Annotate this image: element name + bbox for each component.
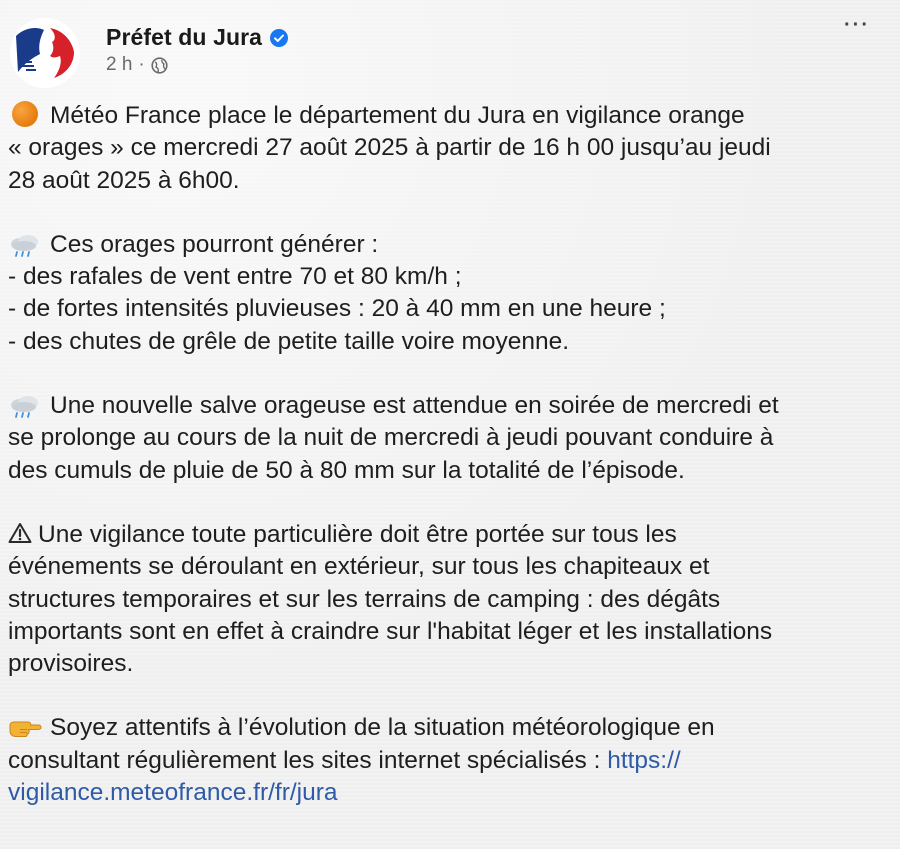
text-line: événements se déroulant en extérieur, sur tous les chapiteaux et <box>8 553 710 581</box>
cloud-with-rain-icon <box>8 232 42 258</box>
meteofrance-link[interactable]: https:// <box>607 746 681 774</box>
text-line: - des rafales de vent entre 70 et 80 km/h ; <box>8 263 462 291</box>
pointing-hand-icon <box>8 715 42 739</box>
separator-dot: · <box>138 54 145 75</box>
orange-circle-icon <box>12 101 38 127</box>
text-line: Ces orages pourront générer : <box>8 229 888 261</box>
paragraph-warning <box>8 519 888 680</box>
timestamp-row <box>106 54 288 76</box>
text-line: - de fortes intensités pluvieuses : 20 à 40 mm en une heure ; <box>8 295 666 323</box>
text-line: consultant régulièrement les sites internet spécialisés : https:// <box>8 746 681 774</box>
post-time[interactable]: 2 h <box>106 54 133 75</box>
paragraph-advice <box>8 712 888 809</box>
text-line: - des chutes de grêle de petite taille voire moyenne. <box>8 327 570 355</box>
author-name[interactable]: Préfet du Jura <box>106 24 263 50</box>
paragraph-new-wave <box>8 390 888 487</box>
paragraph-vigilance <box>8 100 888 197</box>
text-line: Météo France place le département du Jura en vigilance orange <box>8 100 888 132</box>
text-line: 28 août 2025 à 6h00. <box>8 166 240 194</box>
text-line: se prolonge au cours de la nuit de mercredi à jeudi pouvant conduire à <box>8 424 774 452</box>
author-row <box>106 24 288 51</box>
text-line: Soyez attentifs à l’évolution de la situation météorologique en <box>8 712 888 744</box>
text-line: Une vigilance toute particulière doit être portée sur tous les <box>8 519 888 551</box>
verified-badge-icon <box>270 29 288 47</box>
globe-icon[interactable] <box>151 57 168 74</box>
text-line: importants sont en effet à craindre sur l'habitat léger et les installations <box>8 617 773 645</box>
text-line: provisoires. <box>8 650 134 678</box>
cloud-with-rain-icon <box>8 393 42 419</box>
more-options-button[interactable]: ··· <box>844 14 870 36</box>
post-body <box>8 100 888 841</box>
post-header <box>10 18 288 88</box>
meteofrance-link[interactable]: vigilance.meteofrance.fr/fr/jura <box>8 779 338 807</box>
paragraph-effects <box>8 229 888 358</box>
text-line: Une nouvelle salve orageuse est attendue en soirée de mercredi et <box>8 390 888 422</box>
text-line: structures temporaires et sur les terrains de camping : des dégâts <box>8 585 721 613</box>
marianne-logo-icon[interactable] <box>10 18 88 88</box>
text-line: des cumuls de pluie de 50 à 80 mm sur la totalité de l’épisode. <box>8 456 685 484</box>
warning-icon <box>8 521 32 543</box>
text-line: « orages » ce mercredi 27 août 2025 à partir de 16 h 00 jusqu’au jeudi <box>8 134 771 162</box>
post-meta <box>106 18 288 76</box>
